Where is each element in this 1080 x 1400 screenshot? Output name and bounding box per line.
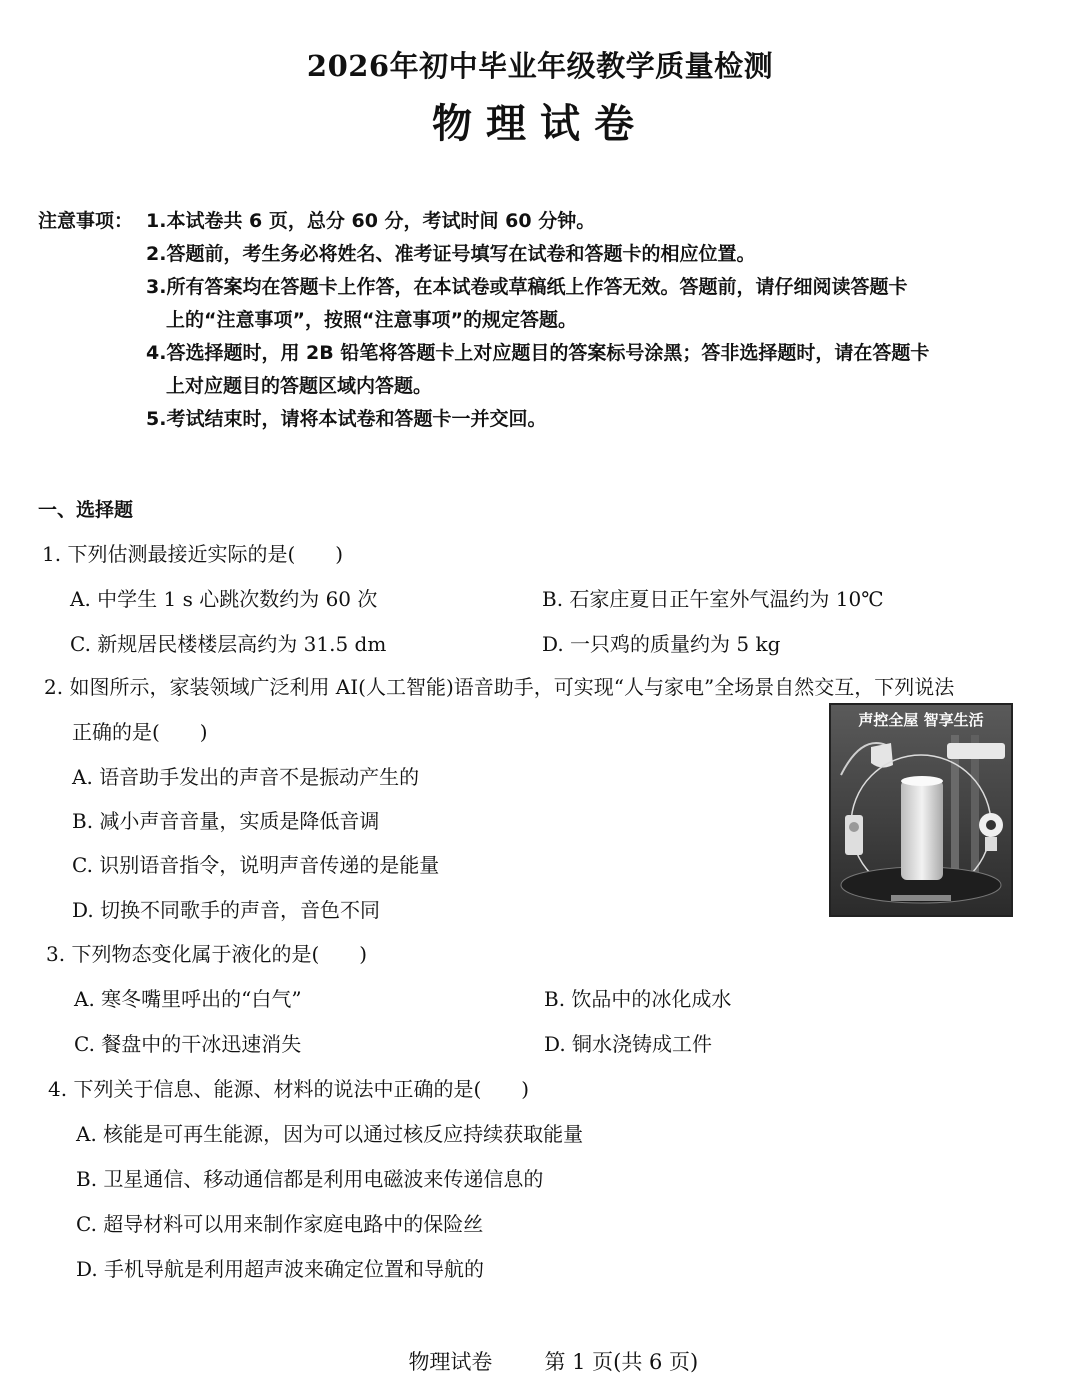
- question-2-stem: 2. 如图所示，家装领域广泛利用 AI(人工智能)语音助手，可实现“人与家电”全场景自然交互，下列说法: [44, 675, 955, 699]
- notes-row: [38, 370, 1048, 403]
- question-2-stem-continued: 正确的是( ): [72, 720, 208, 744]
- question-2-option-b: B. 减小声音音量，实质是降低音调: [72, 809, 380, 833]
- notes-item: 1.本试卷共 6 页，总分 60 分，考试时间 60 分钟。: [146, 210, 596, 232]
- notes-item: 5.考试结束时，请将本试卷和答题卡一并交回。: [146, 408, 547, 430]
- section-heading: 一、选择题: [38, 499, 134, 521]
- notes-item: 4.答选择题时，用 2B 铅笔将答题卡上对应题目的答案标号涂黑；答非选择题时，请在答题卡: [146, 342, 930, 364]
- question-3-option-b: B. 饮品中的冰化成水: [544, 987, 732, 1011]
- exam-title: 2026年初中毕业年级教学质量检测: [306, 49, 774, 83]
- question-1-option-a: A. 中学生 1 s 心跳次数约为 60 次: [70, 587, 378, 611]
- footer-page-number: 第 1 页(共 6 页): [544, 1350, 699, 1374]
- question-1-stem: 1. 下列估测最接近实际的是( ): [42, 542, 344, 566]
- notes-item-continued: 上对应题目的答题区域内答题。: [166, 375, 433, 397]
- question-3-stem: 3. 下列物态变化属于液化的是( ): [46, 942, 368, 966]
- notes-lead: 注意事项：: [38, 210, 134, 232]
- notes-item-continued: 上的“注意事项”，按照“注意事项”的规定答题。: [166, 309, 577, 331]
- notes-item: 3.所有答案均在答题卡上作答，在本试卷或草稿纸上作答无效。答题前，请仔细阅读答题卡: [146, 276, 908, 298]
- notes-row: [38, 271, 1048, 304]
- question-2-option-a: A. 语音助手发出的声音不是振动产生的: [72, 765, 420, 789]
- question-1-option-b: B. 石家庄夏日正午室外气温约为 10℃: [542, 587, 884, 611]
- question-3-option-d: D. 铜水浇铸成工件: [544, 1032, 713, 1056]
- question-4-stem: 4. 下列关于信息、能源、材料的说法中正确的是( ): [48, 1077, 530, 1101]
- notes-row: [38, 238, 1048, 271]
- notes-row: [38, 403, 1048, 436]
- page-footer: [0, 1322, 1080, 1400]
- notes-item: 2.答题前，考生务必将姓名、准考证号填写在试卷和答题卡的相应位置。: [146, 243, 756, 265]
- question-4-option-d: D. 手机导航是利用超声波来确定位置和导航的: [76, 1257, 485, 1281]
- exam-subject-title: 物理试卷: [432, 100, 648, 147]
- smart-home-figure: [829, 703, 1013, 917]
- question-2-option-c: C. 识别语音指令，说明声音传递的是能量: [72, 853, 440, 877]
- footer-subject: 物理试卷: [408, 1350, 493, 1374]
- question-3-option-c: C. 餐盘中的干冰迅速消失: [74, 1032, 302, 1056]
- question-4-option-b: B. 卫星通信、移动通信都是利用电磁波来传递信息的: [76, 1167, 544, 1191]
- question-2-option-d: D. 切换不同歌手的声音，音色不同: [72, 898, 381, 922]
- question-1-option-c: C. 新规居民楼楼层高约为 31.5 dm: [70, 632, 387, 656]
- notes-row: [38, 337, 1048, 370]
- question-4-option-c: C. 超导材料可以用来制作家庭电路中的保险丝: [76, 1212, 484, 1236]
- question-4-option-a: A. 核能是可再生能源，因为可以通过核反应持续获取能量: [76, 1122, 584, 1146]
- notes-row: [38, 304, 1048, 337]
- notes-row: [38, 205, 1048, 238]
- figure-caption: 声控全屋 智享生活: [858, 711, 984, 729]
- notes-block: [38, 205, 1048, 436]
- question-3-option-a: A. 寒冬嘴里呼出的“白气”: [74, 987, 302, 1011]
- question-1-option-d: D. 一只鸡的质量约为 5 kg: [542, 632, 781, 656]
- smart-home-illustration: [831, 705, 1011, 915]
